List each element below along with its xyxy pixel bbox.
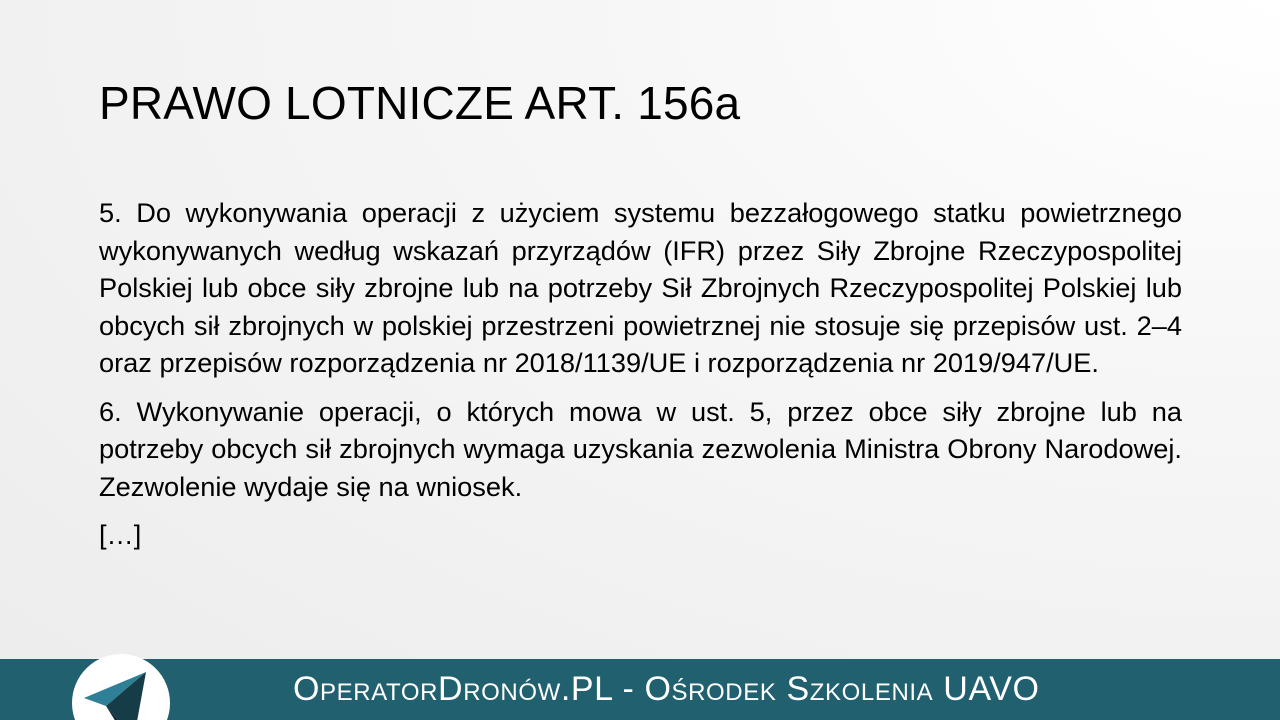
logo [72, 654, 170, 720]
paragraph-ust-6: 6. Wykonywanie operacji, o których mowa w ust. 5, przez obce siły zbrojne lub na potrzeby obcych sił zbrojnych wymaga uzyskania zezwolenia Ministra Obrony Narodowej. Zezwolenie wydaje się na wniosek. [99, 395, 1182, 502]
slide-content [99, 194, 1182, 565]
footer-text: OperatorDronów.PL - Ośrodek Szkolenia UAVO [293, 670, 1040, 708]
paragraph-ust-5: 5. Do wykonywania operacji z użyciem systemu bezzałogowego statku powietrznego wykonywanych według wskazań przyrządów (IFR) przez Siły Zbrojne Rzeczypospolitej Polskiej lub obce siły zbrojne lub na potrzeby Sił Zbrojnych Rzeczypospolitej Polskiej lub obcych sił zbrojnych w polskiej przestrzeni powietrznej nie stosuje się przepisów ust. 2–4 oraz przepisów rozporządzenia nr 2018/1139/UE i rozporządzenia nr 2019/947/UE. [99, 197, 1182, 378]
paragraph-ellipsis: […] [99, 519, 142, 550]
slide-title: PRAWO LOTNICZE ART. 156a [99, 77, 741, 129]
paper-plane-icon [72, 654, 170, 720]
